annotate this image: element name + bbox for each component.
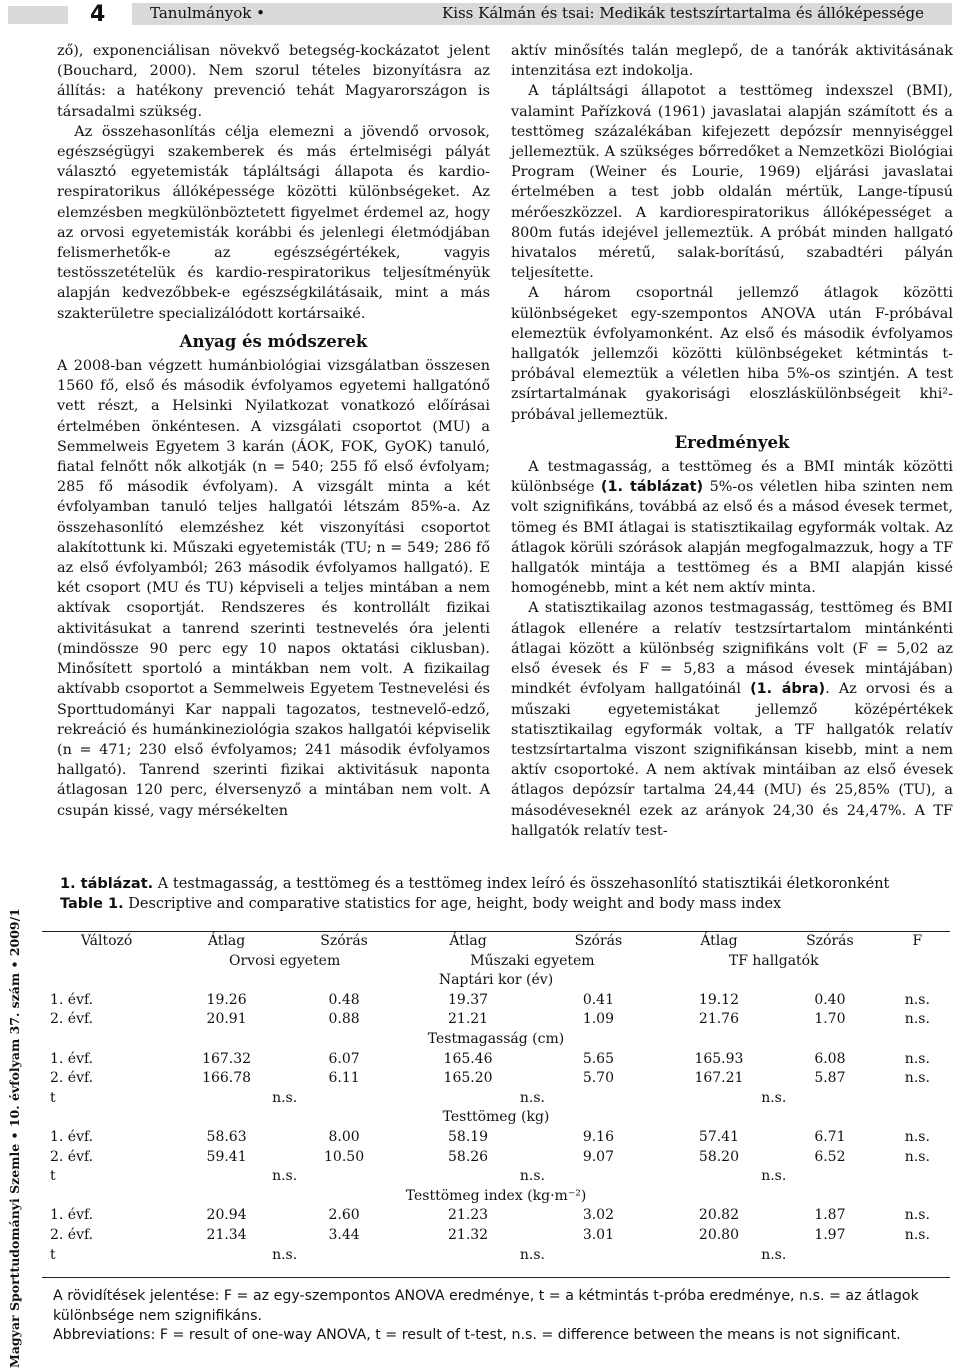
table-cell: 1.70 [814,1011,846,1028]
table-section-row [42,1108,950,1128]
table-cell: 19.12 [698,991,739,1008]
table-cell: t [50,1089,56,1106]
table-cell: n.s. [761,1168,787,1185]
header-running-title: Kiss Kálmán és tsai: Medikák testszírtartalma és állóképessége [441,4,924,22]
table-cell: 0.48 [328,991,360,1008]
caption-hu-label: 1. táblázat. [60,876,154,892]
table-cell: 21.21 [448,1011,489,1028]
table-cell: 165.20 [443,1070,493,1087]
table-header-cell: Szórás [574,933,623,949]
table-section-row [42,971,950,991]
paragraph: A 2008-ban végzett humánbiológiai vizsgálatban összesen 1560 fő, első és második évfolyamos egyetemi hallgatónő vett részt, a Helsinki Nyilatkozat vonatkozó előírásai értelmében önkéntesen. A vizsgálati csoportot (MU) a Semmelweis Egyetem 3 karán (ÁOK, FOK, GyOK) tanuló, fiatal felnőtt nők alkotják (n = 540; 255 fő első évfolyam; 285 fő második évfolyam). A vizsgált minta a két évfolyamban tanuló teljes hallgatói létszám 85%-a. Az összehasonlító elemzéshez két viszonyítási csoportot alakítottunk ki. Műszaki egyetemisták (TU; n = 549; 286 fő az első évfolyamból; 263 második évfolyamos hallgató). E két csoport (MU és TU) képviseli a teljes mintában a nem aktívak csoportját. Rendszeres és kontrollált fizikai aktivitásukat a tanrend szerinti testnevelés óra jelenti (mindössze 90 perc egy 10 napos oktatási ciklusban). Minősített sportoló a mintákban nem volt. A fizikailag aktívabb csoportot a Semmelweis Egyetem Testnevelési és Sporttudományi Kar nappali tagozatos, testnevelő-edző, rekreáció és humánkineziológia szakos hallgatói képviselik (n = 471; 230 első évfolyamos; 241 második évfolyamos hallgató). Tanrend szerinti fizikai aktivitásuk naponta átlagosan 120 perc, élversenyző a mintában nem volt. A csupán kissé, vagy mérsékelten [57,358,490,819]
table-cell: 20.80 [698,1226,739,1243]
header-section: Tanulmányok • [150,4,265,22]
paragraph: A tápláltsági állapotot a testtömeg indexszel (BMI), valamint Pařízková (1961) javaslatai alapján számított és a testtömeg százalékában kifejezett depózsír mennyiséggel jellemeztük. A szükséges bőrredőket a Nemzetközi Biológiai Program (Weiner és Lourie, 1969) eljárási javaslatai értelmében a test jobb oldalán mértük, Lange-típusú mérőeszközzel. A kardiorespiratorikus állóképességet a 800m futás idejével jellemeztük. A próbát minden hallgató hivatalos méretű, salak-borítású, szabadtéri pályán teljesítette. [511,83,953,282]
table-row [42,1069,950,1089]
table-cell: 6.07 [328,1050,360,1067]
table-cell: n.s. [272,1089,298,1106]
table-cell: 20.94 [206,1207,247,1224]
table-cell: 21.23 [448,1207,489,1224]
table-cell: 2. évf. [50,1148,94,1165]
table-reference: (1. táblázat) [600,479,704,496]
table-t-row [42,1089,950,1109]
table-cell: 167.21 [694,1070,744,1087]
table-cell: 167.32 [202,1050,252,1067]
table-cell-empty [885,1089,950,1109]
table-cell: 58.20 [698,1148,739,1165]
table-cell: 2. évf. [50,1011,94,1028]
table-cell: n.s. [904,991,930,1008]
table-cell: 166.78 [202,1070,252,1087]
table-section-row [42,1187,950,1207]
caption-hu-text: A testmagasság, a testtömeg és a testtömeg index leíró és összehasonlító statisztikái életkoronként [153,876,890,892]
text-run: . Az orvosi és a műszaki egyetemistákat jellemző középértékek statisztikailag egyformák voltak, a TF hallgatók relatív testzsírtartalma viszont szignifikánsan kisebb, mint a nem aktív csoportoké. A nem aktívak mintáiban az első évesek átlagos depózsír tartalma 24,44 (MU) és 25,85% (TU), a másodéveseknél ezek az arányok 24,30 és 24,47%. A TF hallgatók relatív test- [511,681,954,839]
header-bar-left [8,6,68,24]
table-cell: n.s. [761,1089,787,1106]
table-cell: 5.65 [582,1050,614,1067]
table-cell: 9.07 [582,1148,614,1165]
table-cell-empty [885,952,950,972]
text-run: A testmagasság, a testtömeg és a BMI minták közötti különbsége [511,459,953,496]
table-cell: 1.09 [582,1011,614,1028]
table-cell: n.s. [519,1168,545,1185]
table-cell: 59.41 [206,1148,247,1165]
table-t-row [42,1246,950,1266]
table-t-row [42,1167,950,1187]
table-header-cell: F [912,933,923,949]
table-cell: 57.41 [698,1128,739,1145]
section-heading-methods: Anyag és módszerek [179,331,368,351]
section-heading-results: Eredmények [674,432,790,452]
table-cell: 21.76 [698,1011,739,1028]
paragraph: A három csoportnál jellemző átlagok közötti különbségeket egy-szempontos ANOVA után F-próbával elemeztük évfolyamonként. Az első és második évfolyamos hallgatók jellemzői közötti különbségeket kétmintás t-próbával elemeztük a véletlen hiba 5%-os szintjén. A test zsírtartalmának gyakorisági eloszláskülönbségeit khi²-próbával jellemeztük. [511,285,953,423]
table-row [42,1148,950,1168]
table-cell: 1. évf. [50,1128,94,1145]
table-cell: 0.88 [328,1011,360,1028]
table-cell: t [50,1246,56,1263]
table-bottom-rule [42,1277,950,1278]
paragraph: aktív minősítés talán meglepő, de a tanórák aktivitásának intenzitása ezt indokolja. [511,43,953,80]
caption-en-label: Table 1. [60,896,124,912]
table-header-cell: Változó [80,933,133,949]
table-cell: 58.63 [206,1128,247,1145]
table-group-row [42,952,950,972]
table-cell: n.s. [904,1011,930,1028]
text-run: 5%-os véletlen hiba szinten nem volt szignifikáns, továbbá az első és a másod évesek termet, tömeg és BMI átlagai is statisztikailag egyformák voltak. Az átlagok körüli szórások alapján megfogalmazzuk, hogy a TF hallgatók mintája a testtömeg és a BMI alapján kissé homogénebb, mint a két nem aktív minta. [511,479,953,597]
table-cell: 2.60 [328,1207,360,1224]
table-header-cell: Átlag [207,933,246,949]
table-row [42,991,950,1011]
table-cell: 3.01 [582,1226,614,1243]
table-cell: 165.46 [443,1050,493,1067]
paragraph: ző), exponenciálisan növekvő betegség-kockázatot jelent (Bouchard, 2000). Nem szorul tételes bizonyításra az állítás: a hatékony prevenció tehát Magyarországon is társadalmi szükség. [57,43,490,120]
table-header-cell: Szórás [806,933,854,949]
table-header-cell: Szórás [320,933,368,949]
table-cell: 3.44 [328,1226,360,1243]
table-cell: n.s. [761,1246,787,1263]
paragraph [511,457,953,598]
caption-en [60,894,960,914]
caption-hu [60,874,960,894]
table-cell: n.s. [904,1050,930,1067]
table-cell: 19.26 [206,991,247,1008]
table-cell: 0.40 [814,991,846,1008]
table-cell: 6.71 [814,1128,846,1145]
table-group-cell: TF hallgatók [728,952,819,969]
table-cell: n.s. [272,1168,298,1185]
table-cell: 3.02 [582,1207,614,1224]
journal-sidebar [2,908,28,1368]
table-caption [60,874,960,914]
table-section-title: Testtömeg (kg) [442,1109,550,1126]
table-cell: 8.00 [328,1128,360,1145]
table-cell: n.s. [904,1148,930,1165]
figure-reference: (1. ábra) [750,681,826,698]
right-column [511,41,953,841]
table-cell: 10.50 [324,1148,365,1165]
table-cell: n.s. [904,1207,930,1224]
table-cell: 2. évf. [50,1070,94,1087]
table-header-row [42,932,950,952]
table-cell: 1.87 [814,1207,846,1224]
table-section-title: Testmagasság (cm) [427,1030,565,1047]
table-cell: 9.16 [582,1128,614,1145]
table-row [42,1206,950,1226]
table-cell: 21.34 [206,1226,247,1243]
table-cell: 1.97 [814,1226,846,1243]
table-notes [53,1287,953,1346]
table-cell: n.s. [904,1128,930,1145]
notes-en: Abbreviations: F = result of one-way ANOVA, t = result of t-test, n.s. = difference between the means is not significant. [53,1327,901,1343]
table-cell: 58.26 [448,1148,489,1165]
table-cell: 58.19 [448,1128,489,1145]
table-cell: 5.70 [582,1070,614,1087]
table-cell: 21.32 [448,1226,489,1243]
table-header-cell: Átlag [700,933,738,949]
table-section-row [42,1030,950,1050]
table-cell-empty [885,1246,950,1266]
journal-sidebar-text: Magyar Sporttudományi Szemle • 10. évfolyam 37. szám • 2009/1 [7,908,22,1368]
table-row [42,1050,950,1070]
paragraph: Az összehasonlítás célja elemezni a jövendő orvosok, egészségügyi szakemberek és más értelmiségi pályát választó egyetemisták tápláltsági állapota és kardio-respiratorikus állóképessége közötti különbségeket. Az elemzésben megkülönböztetett figyelmet érdemel az, hogy az orvosi egyetemisták korábbi és jelenlegi életmódjában felismerhetők-e az egészségértékek, vagyis testösszetételük és kardio-respiratorikus teljesítményük alapján kedvezőbbek-e egészségkilátásaik, mint a más szakterületre specializálódott kortársaiké. [57,123,490,322]
table-cell: 2. évf. [50,1226,94,1243]
table-cell: 6.52 [814,1148,846,1165]
table-cell: 20.82 [698,1207,739,1224]
table-cell: 19.37 [448,991,489,1008]
running-header [0,0,960,30]
table-cell: 1. évf. [50,1207,94,1224]
notes-hu: A rövidítések jelentése: F = az egy-szempontos ANOVA eredménye, t = a kétmintás t-próba eredménye, n.s. = az átlagok különbsége nem szignifikáns. [53,1288,919,1324]
table-cell-empty [885,1167,950,1187]
text-run: A statisztikailag azonos testmagasság, testtömeg és BMI átlagok ellenére a relatív testzsírtartalom mintánkénti átlagai között a különbség szignifikáns volt (F = 5,02 az első évesek és F = 5,83 a másod évesek mintájában) mindkét évfolyam hallgatóinál [511,600,953,698]
table-cell: n.s. [904,1070,930,1087]
table-cell-empty [42,952,167,972]
table-row [42,1226,950,1246]
paragraph [511,598,953,840]
left-column [57,41,490,821]
table-cell: 165.93 [694,1050,744,1067]
table-section-title: Testtömeg index (kg·m⁻²) [405,1187,587,1204]
table-group-cell: Orvosi egyetem [228,952,341,969]
caption-en-text: Descriptive and comparative statistics for age, height, body weight and body mass index [123,896,782,912]
table-row [42,1010,950,1030]
table-cell: 6.08 [814,1050,846,1067]
table-cell: n.s. [519,1246,545,1263]
table-cell: 20.91 [206,1011,247,1028]
table-cell: 6.11 [328,1070,360,1087]
table-cell: 1. évf. [50,991,94,1008]
table-header-cell: Átlag [449,933,487,949]
table-section-title: Naptári kor (év) [438,972,554,989]
table-cell: n.s. [519,1089,545,1106]
statistics-table [42,932,950,1265]
table-cell: 1. évf. [50,1050,94,1067]
table-cell: n.s. [272,1246,298,1263]
table-row [42,1128,950,1148]
table-group-cell: Műszaki egyetem [470,952,595,969]
table-cell: 5.87 [814,1070,846,1087]
table-cell: n.s. [904,1226,930,1243]
page-number: 4 [90,2,106,27]
table-cell: t [50,1168,56,1185]
table-cell: 0.41 [582,991,614,1008]
